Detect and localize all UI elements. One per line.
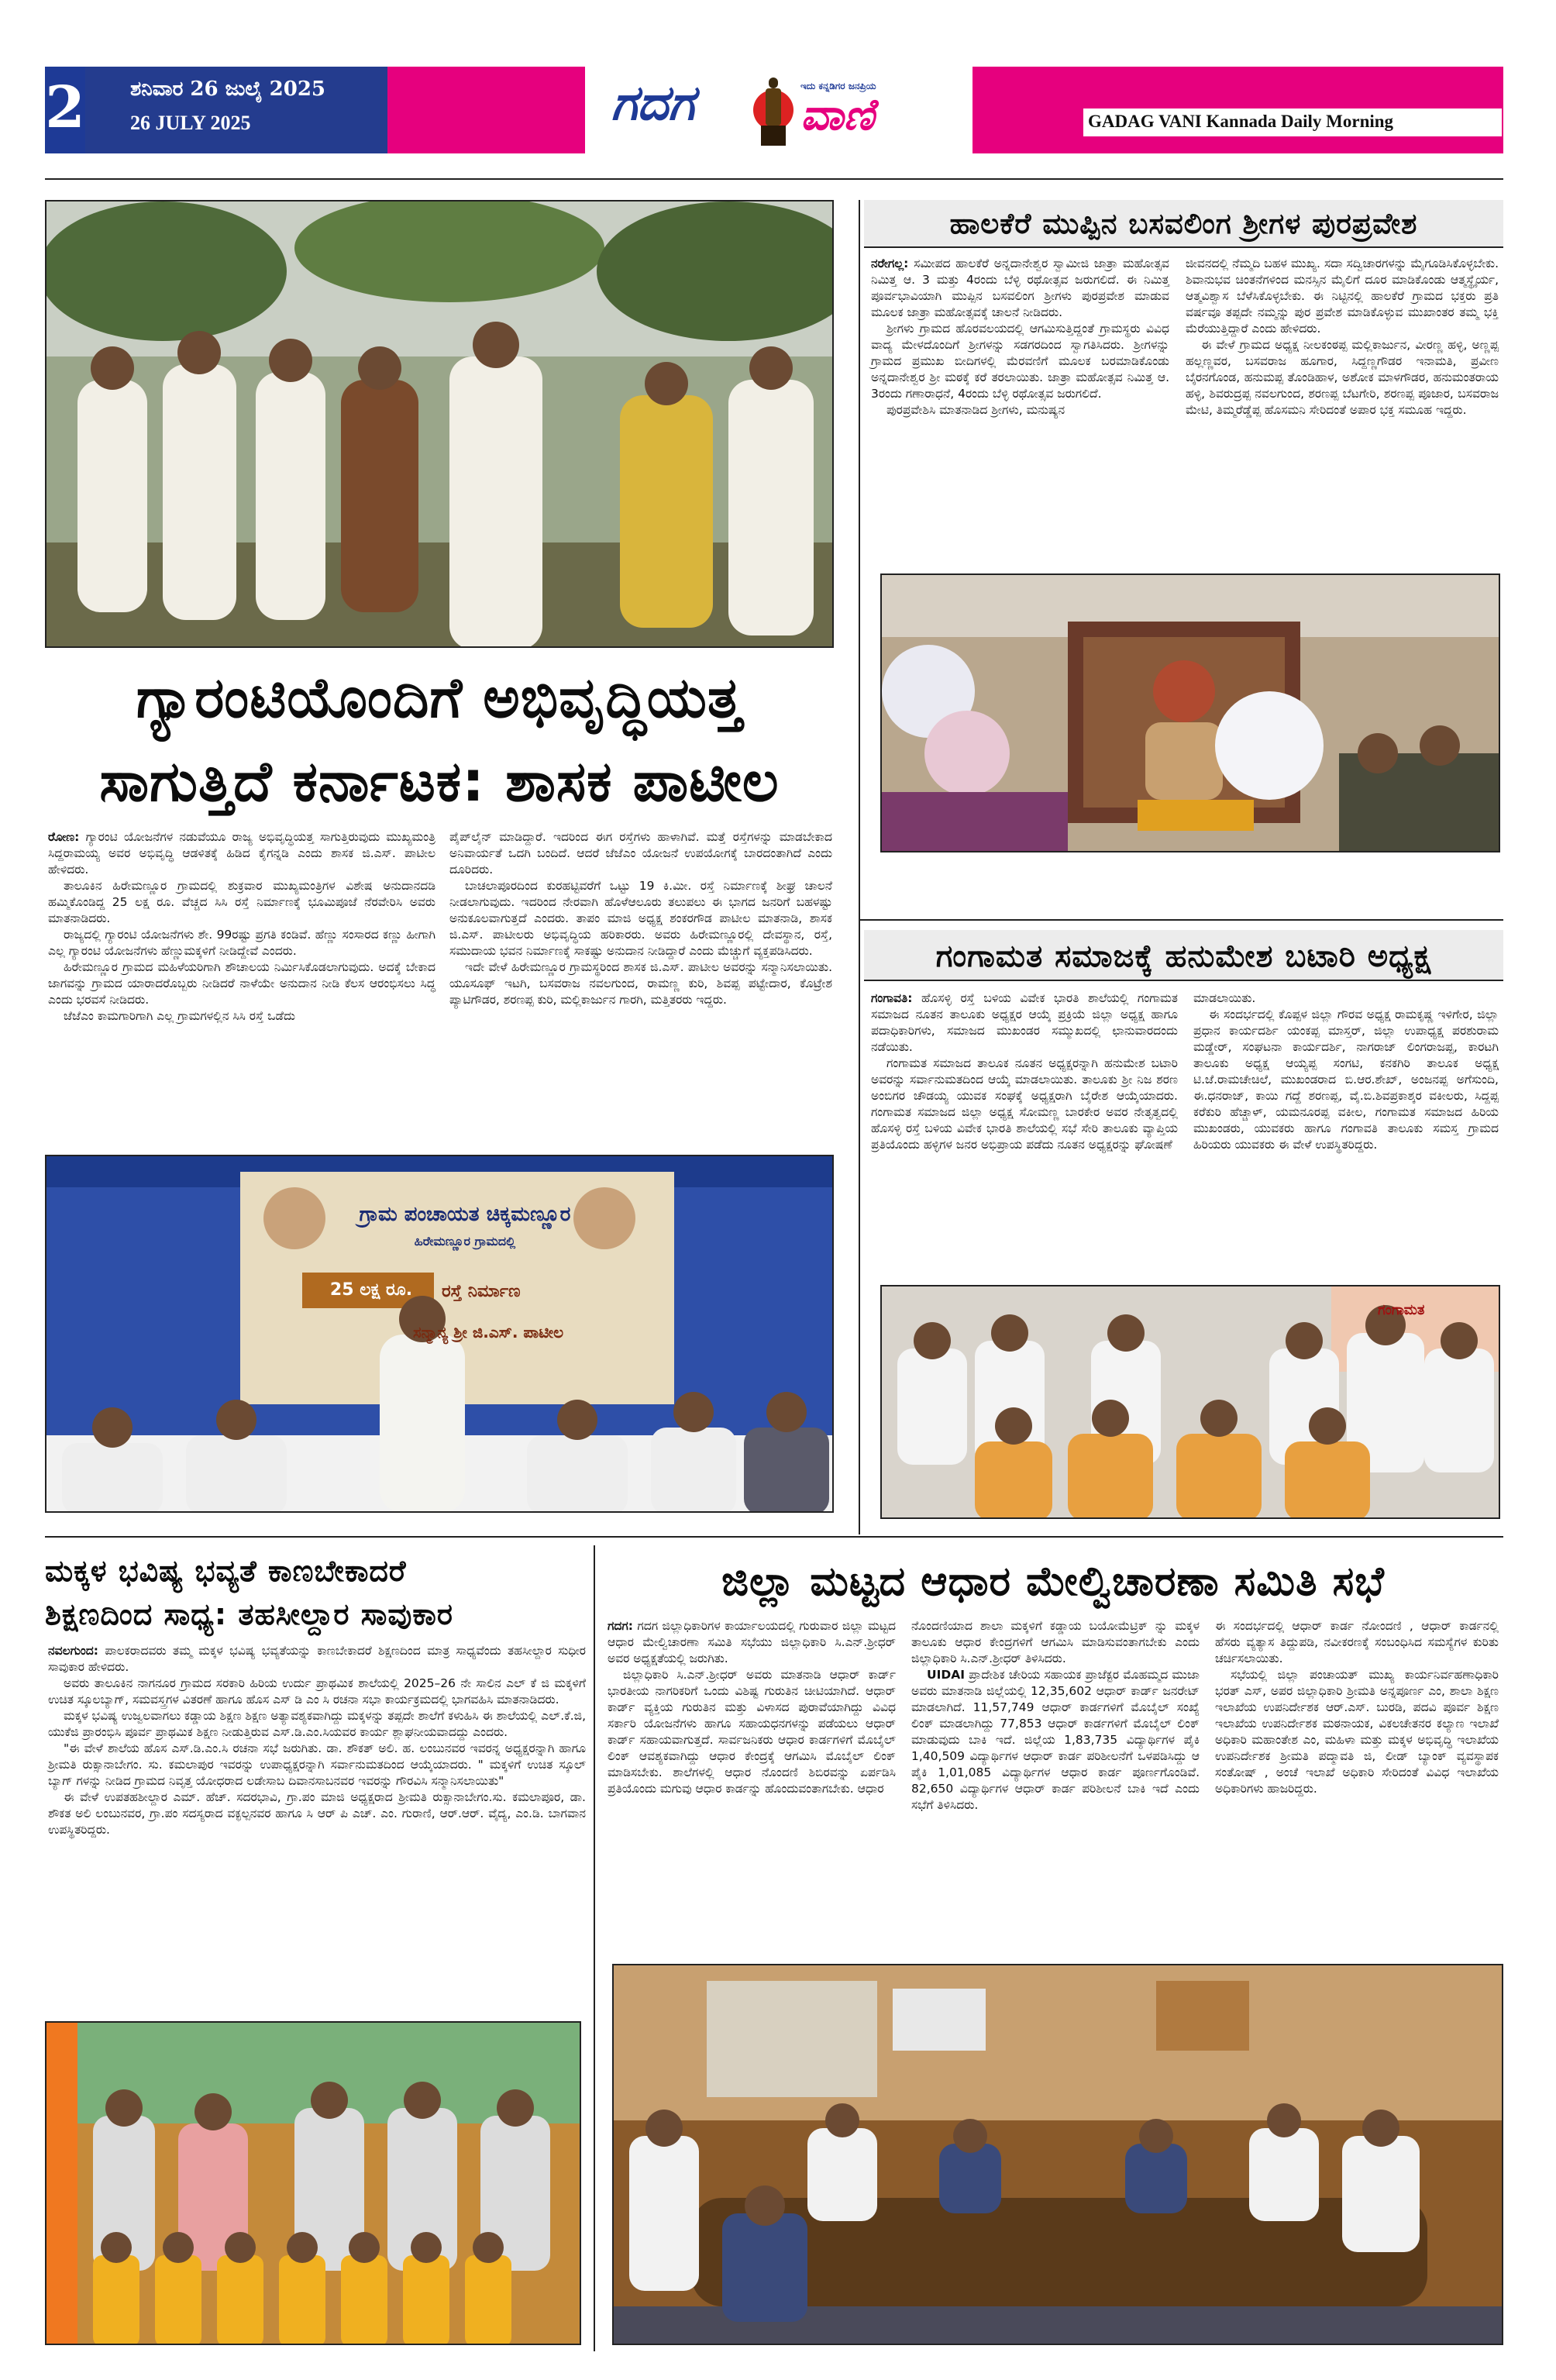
- guarantee-headline-line1: ಗ್ಯಾರಂಟಿಯೊಂದಿಗೆ ಅಭಿವೃದ್ಧಿಯತ್ತ: [136, 665, 743, 730]
- story-paragraph: [1215, 1667, 1499, 1797]
- aadhar-col3: [1215, 1618, 1499, 1797]
- paragraph-text: ಈ ವೇಳೆ ಉಪತಹಶೀಲ್ದಾರ ಎಮ್. ಹೆಚ್. ಸದರಭಾವಿ, ಗ್ರಾ.ಪಂ ಮಾಜಿ ಅಧ್ಯಕ್ಷರಾದ ಶ್ರೀಮತಿ ರುಕ್ಸಾನಾಬೇಗಂ.ಸು. ಕಮಲಾಪೂರ, ಡಾ. ಶೌಕತ ಅಲಿ ಲಂಬುನವರ, ಗ್ರಾ.ಪಂ ಸದಸ್ಯರಾದ ವಕ್ಫಲ್ಪನವರ ಹಾಗೂ ಸಿ ಆರ್ ಪಿ ಎಚ್. ಎಂ. ಗುರಾಣಿ, ಆರ್.ಆರ್. ವೈದ್ಯ, ಎಂ.ಡಿ. ಬಾಗವಾನ ಉಪಸ್ಥಿತರಿದ್ದರು.: [48, 1790, 586, 1837]
- masthead-rule: [45, 178, 1503, 180]
- photo-bhoomi-pooja: [45, 200, 834, 648]
- guarantee-col1: [48, 829, 435, 1025]
- dateline: ನರೇಗಲ್ಲ:: [871, 257, 909, 270]
- story-paragraph: [48, 927, 435, 959]
- banner-amount: 25 ಲಕ್ಷ ರೂ.: [329, 1280, 413, 1300]
- paragraph-text: ಗಂಗಾಮತ ಸಮಾಜದ ತಾಲೂಕ ನೂತನ ಅಧ್ಯಕ್ಷರನ್ನಾಗಿ ಹನುಮೇಶ ಬಟಾರಿ ಅವರನ್ನು ಸರ್ವಾನುಮತದಿಂದ ಆಯ್ಕೆ ಮಾಡಲಾಯಿತು. ತಾಲೂಕು ಶ್ರೀ ನಿಜ ಶರಣ ಅಂಬಿಗರ ಚೌಡಯ್ಯ ಯುವಕ ಸಂಘಕ್ಕೆ ಅಧ್ಯಕ್ಷರಾಗಿ ಬೈರೇಶ ಆಯ್ಕೆಯಾದರು. ಗಂಗಾಮತ ಸಮಾಜದ ಜಿಲ್ಲಾ ಅಧ್ಯಕ್ಷ ಸೋಮಣ್ಣ ಬಾರಕೇರ ಅವರ ನೇತೃತ್ವದಲ್ಲಿ ಹೊಸಳ್ಳಿ ರಸ್ತೆ ಬಳಿಯ ವಿವೇಕ ಭಾರತಿ ಶಾಲೆಯಲ್ಲಿ ಸಭೆ ಸೇರಿ ತಾಲೂಕು ವ್ಯಾಪ್ತಿಯ ಪ್ರತಿಯೊಂದು ಹಳ್ಳಿಗಳ ಜನರ ಅಭಿಪ್ರಾಯ ಪಡೆದು ನೂತನ ಅಧ್ಯಕ್ಷರನ್ನು ಘೋಷಣೆ: [871, 1056, 1178, 1152]
- logo-right-text: ವಾಣಿ: [800, 90, 875, 140]
- story-paragraph: [911, 1618, 1200, 1667]
- paragraph-text: ನೊಂದಣಿಯಾದ ಶಾಲಾ ಮಕ್ಕಳಿಗೆ ಕಡ್ಡಾಯ ಬಯೋಮೆಟ್ರಿಕ್ ನ್ನು ಮಕ್ಕಳ ತಾಲೂಕು ಆಧಾರ ಕೇಂದ್ರಗಳಿಗೆ ಆಗಮಿಸಿ ಮಾಡಿಸುವಂತಾಗಬೇಕು ಎಂದು ಜಿಲ್ಲಾಧಿಕಾರಿ ಸಿ.ಎನ್.ಶ್ರೀಧರ್ ತಿಳಿಸಿದರು.: [911, 1619, 1200, 1665]
- paragraph-text: ಈ ಸಂದರ್ಭದಲ್ಲಿ ಕೊಪ್ಪಳ ಜಿಲ್ಲಾ ಗೌರವ ಅಧ್ಯಕ್ಷ ರಾಮಕೃಷ್ಣ ಇಳಿಗೇರ, ಜಿಲ್ಲಾ ಪ್ರಧಾನ ಕಾರ್ಯದರ್ಶಿ ಯಂಕಪ್ಪ ಮಾಸ್ತರ್, ಜಿಲ್ಲಾ ಉಪಾಧ್ಯಕ್ಷ ಪರಶುರಾಮ ಮಡ್ಡೇರ್, ಸಂಘಟನಾ ಕಾರ್ಯದರ್ಶಿ, ನಾಗರಾಜ್ ಲಿಂಗರಾಜಪ್ಪ, ಕಾರಟಗಿ ತಾಲೂಕು ಅಧ್ಯಕ್ಷ ಆಯ್ಯಪ್ಪ ಸಂಗಟಿ, ಕನಕಗಿರಿ ತಾಲೂಕ ಅಧ್ಯಕ್ಷ ಟಿ.ಜೆ.ರಾಮಚೇಚಿಲೆ, ಮುಖಂಡರಾದ ಬಿ.ಆರ.ಶೇಖ್, ಅಂಜನಪ್ಪ ಅಗೆಸುಂದಿ, ಈ.ಧನರಾಜ್, ಕಾಯಿ ಗದ್ದೆ ಶರಣಪ್ಪ, ವೈ.ಬಿ.ಶಿವಪ್ರಕಾಶ್ಕರ ವಕೀಲರು, ಸಿದ್ದಪ್ಪ ಕರೆಕುರಿ ಹೆಚ್ಚಾಳ್, ಯಮನೂರಪ್ಪ ವಕೀಲ, ಗಂಗಾಮತ ಸಮಾಜದ ಹಿರಿಯ ಮುಖಂಡರು, ಯುವಕರು ಹಾಗೂ ಗಂಗಾವತಿ ತಾಲೂಕು ಸಮಸ್ತ ಗ್ರಾಮದ ಹಿರಿಯರು ಯುವಕರು ಈ ವೇಳೆ ಉಪಸ್ಥಿತರಿದ್ದರು.: [1193, 1007, 1499, 1152]
- gangamata-headline: ಗಂಗಾಮತ ಸಮಾಜಕ್ಕೆ ಹನುಮೇಶ ಬಟಾರಿ ಅಧ್ಯಕ್ಷ: [935, 939, 1432, 974]
- story-paragraph: [48, 1789, 586, 1838]
- logo-statue-icon: [752, 71, 795, 149]
- story-paragraph: [48, 829, 435, 878]
- column-rule-bottom: [594, 1545, 595, 2351]
- story-paragraph: [871, 990, 1178, 1056]
- paragraph-text: ಶ್ರೀಗಳು ಗ್ರಾಮದ ಹೊರವಲಯದಲ್ಲಿ ಆಗಮಿಸುತ್ತಿದ್ದಂತೆ ಗ್ರಾಮಸ್ಥರು ವಿವಿಧ ವಾದ್ಯ ಮೇಳದೊಂದಿಗೆ ಶ್ರೀಗಳನ್ನು ಸಡಗರದಿಂದ ಸ್ವಾಗತಿಸಿದರು. ಶ್ರೀಗಳನ್ನು ಗ್ರಾಮದ ಪ್ರಮುಖ ಬೀದಿಗಳಲ್ಲಿ ಮೆರವಣಿಗೆ ಮೂಲಕ ಬರಮಾಡಿಕೊಂಡು ಅನ್ನದಾನೇಶ್ವರ ಶ್ರೀ ಮಠಕ್ಕೆ ಕರೆ ತರಲಾಯಿತು. ಜಾತ್ರಾ ಮಹೋತ್ಸವ ನಿಮಿತ್ತ ಆ. 3ರಂದು ಗಣಾರಾಧನೆ, 4ರಂದು ಬೆಳ್ಳಿ ರಥೋತ್ಸವ ಜರುಗಲಿದೆ.: [871, 322, 1169, 401]
- story-paragraph: [48, 878, 435, 927]
- page-number: 2: [45, 74, 85, 141]
- story-paragraph: [1193, 1007, 1499, 1153]
- dateline: ನವಲಗುಂದ:: [48, 1644, 99, 1658]
- education-headline-line2: ಶಿಕ್ಷಣದಿಂದ ಸಾಧ್ಯ: ತಹಸೀಲ್ದಾರ ಸಾವುಕಾರ: [45, 1597, 453, 1631]
- photo-school-children: [45, 2021, 581, 2345]
- paragraph-text: ಅವರು ತಾಲೂಕಿನ ನಾಗನೂರ ಗ್ರಾಮದ ಸರಕಾರಿ ಹಿರಿಯ ಉರ್ದು ಪ್ರಾಥಮಿಕ ಶಾಲೆಯಲ್ಲಿ 2025–26 ನೇ ಸಾಲಿನ ಎಲ್ ಕೆ ಜಿ ಮಕ್ಕಳಿಗೆ ಉಚಿತ ಸ್ಕೂಲಬ್ಯಾಗ್, ಸಮವಸ್ತ್ರಗಳ ವಿತರಣೆ ಹಾಗೂ ಹೊಸ ಎಸ್ ಡಿ ಎಂ ಸಿ ರಚನಾ ಸಭಾ ಕಾರ್ಯಕ್ರಮದಲ್ಲಿ ಭಾಗವಹಿಸಿ ಮಾತನಾಡಿದರು.: [48, 1676, 586, 1707]
- date-kannada: ಶನಿವಾರ 26 ಜುಲೈ 2025: [130, 77, 326, 101]
- masthead: [45, 67, 1503, 153]
- photo-gangamata-felicitation: [880, 1285, 1500, 1519]
- story-paragraph: [1193, 990, 1499, 1007]
- paper-name: GADAG VANI Kannada Daily Morning: [1088, 112, 1394, 131]
- paragraph-text: ಹೊಸಳ್ಳಿ ರಸ್ತೆ ಬಳಿಯ ವಿವೇಕ ಭಾರತಿ ಶಾಲೆಯಲ್ಲಿ ಗಂಗಾಮತ ಸಮಾಜದ ನೂತನ ತಾಲೂಕು ಅಧ್ಯಕ್ಷರ ಆಯ್ಕೆ ಪ್ರಕ್ರಿಯೆ ಜಿಲ್ಲಾ ಅಧ್ಯಕ್ಷ ಹಾಗೂ ಪದಾಧಿಕಾರಿಗಳು, ಸಮಾಜದ ಮುಖಂಡರ ಸಮ್ಮುಖದಲ್ಲಿ ಛಾನುವಾರದಂದು ನಡೆಯಿತು.: [871, 991, 1178, 1054]
- dateline: UIDAI: [927, 1668, 965, 1682]
- halakere-col1: [871, 256, 1169, 418]
- dateline: ಗದಗ:: [608, 1619, 633, 1633]
- paragraph-text: ಸಭೆಯಲ್ಲಿ ಜಿಲ್ಲಾ ಪಂಚಾಯತ್ ಮುಖ್ಯ ಕಾರ್ಯನಿರ್ವಹಣಾಧಿಕಾರಿ ಭರತ್ ಎಸ್, ಅಪರ ಜಿಲ್ಲಾಧಿಕಾರಿ ಶ್ರೀಮತಿ ಅನ್ನಪೂರ್ಣ ಎಂ, ಶಾಲಾ ಶಿಕ್ಷಣ ಇಲಾಖೆಯ ಉಪನಿರ್ದೇಶಕ ಆರ್.ಎಸ್. ಬುರಡಿ, ಪದವಿ ಪೂರ್ವ ಶಿಕ್ಷಣ ಇಲಾಖೆಯ ಉಪನಿರ್ದೇಶಕ ಮಠನಾಯಕ, ವಿಕಲಚೇತನರ ಕಲ್ಯಾಣ ಇಲಾಖೆ ಅಧಿಕಾರಿ ಮಹಾಂತೇಶ ಎಂ, ಮಹಿಳಾ ಮತ್ತು ಮಕ್ಕಳ ಅಭಿವೃದ್ಧಿ ಇಲಾಖೆಯ ಉಪನಿರ್ದೇಶಕ ಶ್ರೀಮತಿ ಪದ್ಮಾವತಿ ಜಿ, ಲೀಡ್ ಬ್ಯಾಂಕ್ ವ್ಯವಸ್ಥಾಪಕ ಸಂತೋಷ್ , ಅಂಚೆ ಇಲಾಖೆ ಅಧಿಕಾರಿ ಸೇರಿದಂತೆ ವಿವಿಧ ಇಲಾಖೆಯ ಅಧಿಕಾರಿಗಳು ಹಾಜರಿದ್ದರು.: [1215, 1668, 1499, 1796]
- paragraph-text: ಜೆಜೆಎಂ ಕಾಮಗಾರಿಗಾಗಿ ಎಲ್ಲ ಗ್ರಾಮಗಳಲ್ಲಿನ ಸಿಸಿ ರಸ್ತೆ ಒಡೆದು: [64, 1009, 295, 1023]
- date-english: 26 JULY 2025: [130, 112, 251, 134]
- dateline: ರೋಣ:: [48, 830, 80, 844]
- photo-aadhar-meeting: [612, 1964, 1503, 2345]
- halakere-col2: [1186, 256, 1499, 418]
- story-paragraph: [449, 959, 832, 1008]
- guarantee-headline-line2: ಸಾಗುತ್ತಿದೆ ಕರ್ನಾಟಕ: ಶಾಸಕ ಪಾಟೀಲ: [99, 749, 780, 814]
- aadhar-col1: [608, 1618, 896, 1797]
- photo-swamiji-procession: [880, 573, 1500, 852]
- story-paragraph: [871, 321, 1169, 402]
- story-paragraph: [871, 1056, 1178, 1153]
- banner-name: ಸನ್ಮಾನ್ಯ ಶ್ರೀ ಜಿ.ಎಸ್. ಪಾಟೀಲ: [412, 1323, 564, 1342]
- story-paragraph: [449, 878, 832, 959]
- paragraph-text: ಪಾಲಕರಾದವರು ತಮ್ಮ ಮಕ್ಕಳ ಭವಿಷ್ಯ ಭವ್ಯತೆಯನ್ನು ಕಾಣಬೇಕಾದರೆ ಶಿಕ್ಷಣದಿಂದ ಮಾತ್ರ ಸಾಧ್ಯವೆಂದು ತಹಸೀಲ್ದಾರ ಸುಧೀರ ಸಾವುಕಾರ ಹೇಳಿದರು.: [48, 1644, 586, 1674]
- paragraph-text: ಬಾಚಲಾಪೂರದಿಂದ ಕುರಹಟ್ಟಿವರೆಗೆ ಒಟ್ಟು 19 ಕಿ.ಮೀ. ರಸ್ತೆ ನಿರ್ಮಾಣಕ್ಕೆ ಶೀಘ್ರ ಚಾಲನೆ ನೀಡಲಾಗುವುದು. ಇದರಿಂದ ನೇರವಾಗಿ ಹೊಳೆಆಲೂರು ತಲುಪಲು ಈ ಭಾಗದ ಜನರಿಗೆ ಬಹಳಷ್ಟು ಅನುಕೂಲವಾಗುತ್ತದೆ ಎಂದರು. ತಾಪಂ ಮಾಜಿ ಅಧ್ಯಕ್ಷ ಶಂಕರಗೌಡ ಪಾಟೀಲ ಮಾತನಾಡಿ, ಶಾಸಕ ಜಿ.ಎಸ್. ಪಾಟೀಲರು ಅಭಿವೃದ್ಧಿಯ ಹರಿಕಾರರು. ಅವರು ಹಿರೇಮಣ್ಣೂರಲ್ಲಿ ದೇವಸ್ಥಾನ, ರಸ್ತೆ, ಸಮುದಾಯ ಭವನ ನಿರ್ಮಾಣಕ್ಕೆ ಸಾಕಷ್ಟು ಅನುದಾನ ನೀಡಿದ್ದಾರೆ ಎಂದು ಮೆಚ್ಚುಗೆ ವ್ಯಕ್ತಪಡಿಸಿದರು.: [449, 879, 832, 958]
- paragraph-text: ಮಕ್ಕಳ ಭವಿಷ್ಯ ಉಜ್ವಲವಾಗಲು ಕಡ್ಡಾಯ ಶಿಕ್ಷಣ ಶಿಕ್ಷಣ ಅತ್ಯಾವಶ್ಯಕವಾಗಿದ್ದು ಮಕ್ಕಳನ್ನು ತಪ್ಪದೇ ಶಾಲೆಗೆ ಕಳುಹಿಸಿ ಈ ಶಾಲೆಯಲ್ಲಿ ಎಲ್.ಕೆ.ಜಿ, ಯುಕೆಜಿ ಪ್ರಾರಂಭಿಸಿ ಪೂರ್ವ ಪ್ರಾಥಮಿಕ ಶಿಕ್ಷಣ ನೀಡುತ್ತಿರುವ ಎಸ್.ಡಿ.ಎಂ.ಸಿಯವರ ಕಾರ್ಯ ಶ್ಲಾಘನೀಯವಾದದ್ದು ಎಂದರು.: [48, 1709, 586, 1739]
- paragraph-text: ಸಮೀಪದ ಹಾಲಕೆರೆ ಅನ್ನದಾನೇಶ್ವರ ಸ್ವಾಮೀಜಿ ಜಾತ್ರಾ ಮಹೋತ್ಸವ ನಿಮಿತ್ತ ಆ. 3 ಮತ್ತು 4ರಂದು ಬೆಳ್ಳಿ ರಥೋತ್ಸವ ಜರುಗಲಿದೆ. ಈ ನಿಮಿತ್ತ ಪೂರ್ವಭಾವಿಯಾಗಿ ಮುಪ್ಪಿನ ಬಸವಲಿಂಗ ಶ್ರೀಗಳು ಪುರಪ್ರವೇಶ ಮಾಡುವ ಮೂಲಕ ಜಾತ್ರಾ ಮಹೋತ್ಸವಕ್ಕೆ ಚಾಲನೆ ನೀಡಿದರು.: [871, 257, 1169, 319]
- gangamata-banner-text: ಗಂಗಾಮತ: [1378, 1302, 1425, 1318]
- page-divider: [45, 1536, 1503, 1538]
- paragraph-text: ಮಾಡಲಾಯಿತು.: [1193, 991, 1256, 1005]
- story-paragraph: [871, 402, 1169, 418]
- paragraph-text: ಈ ಸಂದರ್ಭದಲ್ಲಿ ಆಧಾರ್ ಕಾರ್ಡ ನೋಂದಣಿ , ಆಧಾರ್ ಕಾರ್ಡನಲ್ಲಿ ಹೆಸರು ವ್ಯತ್ಯಾಸ ತಿದ್ದುಪಡಿ, ನವೀಕರಣಕ್ಕೆ ಸಂಬಂಧಿಸಿದ ಸಮಸ್ಯೆಗಳ ಕುರಿತು ಚರ್ಚಿಸಲಾಯಿತು.: [1215, 1619, 1499, 1665]
- guarantee-col2: [449, 829, 832, 1008]
- logo: [585, 67, 972, 153]
- story-paragraph: [1186, 337, 1499, 418]
- photo-mla-speech: [45, 1155, 834, 1513]
- story-paragraph: [48, 959, 435, 1008]
- paragraph-text: ಜಿಲ್ಲಾಧಿಕಾರಿ ಸಿ.ಎನ್.ಶ್ರೀಧರ್ ಅವರು ಮಾತನಾಡಿ ಆಧಾರ್ ಕಾರ್ಡ್ ಭಾರತೀಯ ನಾಗರಿಕರಿಗೆ ಒಂದು ವಿಶಿಷ್ಟ ಗುರುತಿನ ಚೀಟಿಯಾಗಿದೆ. ಆಧಾರ್ ಕಾರ್ಡ್ ವ್ಯಕ್ತಿಯ ಗುರುತಿನ ಮತ್ತು ವಿಳಾಸದ ಪುರಾವೆಯಾಗಿದ್ದು ವಿವಿಧ ಸರ್ಕಾರಿ ಯೋಜನೆಗಳು ಹಾಗೂ ಸಹಾಯಧನಗಳನ್ನು ಪಡೆಯಲು ಆಧಾರ್ ಕಾರ್ಡ್ ಸಹಾಯವಾಗುತ್ತದೆ. ಸಾರ್ವಜನಿಕರು ಆಧಾರ ಕಾರ್ಡಗಳಿಗೆ ಮೊಬೈಲ್ ಲಿಂಕ್ ಆವಶ್ಯಕವಾಗಿದ್ದು ಆಧಾರ ಕೇಂದ್ರಕ್ಕೆ ಆಗಮಿಸಿ ಮೊಬೈಲ್ ಲಿಂಕ್ ಮಾಡಿಸಬೇಕು. ಶಾಲೆಗಳಲ್ಲಿ ಆಧಾರ ನೊಂದಣಿ ಶಿಬಿರವನ್ನು ಏರ್ಪಡಿಸಿ ಪ್ರತಿಯೊಂದು ಮಗುವು ಆಧಾರ ಕಾರ್ಡನ್ನು ಹೊಂದುವಂತಾಗಬೇಕು. ಆಧಾರ: [608, 1668, 896, 1796]
- logo-tagline: ಇದು ಕನ್ನಡಿಗರ ಜನಪ್ರಿಯ: [800, 81, 876, 91]
- story-paragraph: [48, 1008, 435, 1025]
- paragraph-text: ಪುರಪ್ರವೇಶಿಸಿ ಮಾತನಾಡಿದ ಶ್ರೀಗಳು, ಮನುಷ್ಯನ: [886, 403, 1065, 417]
- paragraph-text: ಗದಗ ಜಿಲ್ಲಾಧಿಕಾರಿಗಳ ಕಾರ್ಯಾಲಯದಲ್ಲಿ ಗುರುವಾರ ಜಿಲ್ಲಾ ಮಟ್ಟದ ಆಧಾರ ಮೇಲ್ವಿಚಾರಣಾ ಸಮಿತಿ ಸಭೆಯು ಜಿಲ್ಲಾಧಿಕಾರಿ ಸಿ.ಎನ್.ಶ್ರೀಧರ್ ಅವರ ಅಧ್ಯಕ್ಷತೆಯಲ್ಲಿ ಜರುಗಿತು.: [608, 1619, 896, 1665]
- paragraph-text: ಜೀವನದಲ್ಲಿ ನೆಮ್ಮದಿ ಬಹಳ ಮುಖ್ಯ. ಸದಾ ಸದ್ವಿಚಾರಗಳನ್ನು ಮೈಗೂಡಿಸಿಕೊಳ್ಳಬೇಕು. ಶಿವಾನುಭವ ಚಿಂತನೆಗಳಿಂದ ಮನಸ್ಸಿನ ಮೈಲಿಗೆ ದೂರ ಮಾಡಿಕೊಂಡು ಆತ್ಮಸ್ಥೈರ್ಯ, ಆತ್ಮವಿಶ್ವಾಸ ಬೆಳೆಸಿಕೊಳ್ಳಬೇಕು. ಈ ನಿಟ್ಟಿನಲ್ಲಿ ಹಾಲಕೆರೆ ಗ್ರಾಮದ ಭಕ್ತರು ಪ್ರತಿ ವರ್ಷವೂ ತಪ್ಪದೇ ನಮ್ಮನ್ನು ಪುರ ಪ್ರವೇಶ ಮಾಡಿಕೊಳ್ಳುವ ಮುಖಾಂತರ ತಮ್ಮ ಭಕ್ತಿ ಮೆರೆಯುತ್ತಿದ್ದಾರೆ ಎಂದು ಹೇಳಿದರು.: [1186, 257, 1499, 336]
- story-paragraph: [608, 1667, 896, 1797]
- gangamata-col2: [1193, 990, 1499, 1153]
- paragraph-text: ಇದೇ ವೇಳೆ ಹಿರೇಮಣ್ಣೂರ ಗ್ರಾಮಸ್ಥರಿಂದ ಶಾಸಕ ಜಿ.ಎಸ್. ಪಾಟೀಲ ಅವರನ್ನು ಸನ್ಮಾನಿಸಲಾಯಿತು. ಯೂಸೂಫ್ ಇಟಗಿ, ಬಸವರಾಜ ನವಲಗುಂದ, ರಾಮಣ್ಣ ಕುರಿ, ಶಿವಪ್ಪ ಪಟ್ಟೇದಾರ, ಕೊಟ್ರೇಶ ಪ್ಯಾಟಿಗೌಡರ, ಶರಣಪ್ಪ ಕುರಿ, ಮಲ್ಲಿಕಾರ್ಜುನ ಗಾರಗಿ, ಮತ್ತಿತರರು ಇದ್ದರು.: [449, 960, 832, 1007]
- paragraph-text: ಪೈಪ್‌ಲೈನ್ ಮಾಡಿದ್ದಾರೆ. ಇದರಿಂದ ಈಗ ರಸ್ತೆಗಳು ಹಾಳಾಗಿವೆ. ಮತ್ತೆ ರಸ್ತೆಗಳನ್ನು ಮಾಡಬೇಕಾದ ಅನಿವಾರ್ಯತೆ ಒದಗಿ ಬಂದಿದೆ. ಆದರೆ ಜೆಜೆಎಂ ಯೋಜನೆ ಉಪಯೋಗಕ್ಕೆ ಬಾರದಂತಾಗಿದೆ ಎಂದು ದೂರಿದರು.: [449, 830, 832, 877]
- story-paragraph: [48, 1708, 586, 1741]
- education-body: [48, 1643, 586, 1838]
- paragraph-text: ಪ್ರಾದೇಶಿಕ ಚೇರಿಯ ಸಹಾಯಕ ಪ್ರಾಜೆಕ್ಟರ ಮೊಹಮ್ಮದ ಮುಜಾ ಅವರು ಮಾತನಾಡಿ ಜಿಲ್ಲೆಯಲ್ಲಿ 12,35,602 ಆಧಾರ್ ಕಾರ್ಡ್ ಜನರೇಟ್ ಮಾಡಲಾಗಿದೆ. 11,57,749 ಆಧಾರ್ ಕಾರ್ಡಗಳಿಗೆ ಮೊಬೈಲ್ ಸಂಖ್ಯೆ ಲಿಂಕ್ ಮಾಡಲಾಗಿದ್ದು 77,853 ಆಧಾರ್ ಕಾರ್ಡಗಳಿಗೆ ಮೊಬೈಲ್ ಲಿಂಕ್ ಮಾಡುವುದು ಬಾಕಿ ಇದೆ. ಜಿಲ್ಲೆಯ 1,83,735 ವಿದ್ಯಾರ್ಥಿಗಳ ಪೈಕಿ 1,40,509 ವಿದ್ಯಾರ್ಥಿಗಳ ಆಧಾರ್ ಕಾರ್ಡ ಪರಿಶೀಲನೆಗೆ ಒಳಪಡಿಸಿದ್ದು ಆ ಪೈಕಿ 1,01,085 ವಿದ್ಯಾರ್ಥಿಗಳ ಆಧಾರ ಕಾರ್ಡ ಪೂರ್ಣಗೊಂಡಿವೆ. 82,650 ವಿದ್ಯಾರ್ಥಿಗಳ ಆಧಾರ್ ಕಾರ್ಡ ಪರಿಶೀಲನೆ ಬಾಕಿ ಇದೆ ಎಂದು ಸಭೆಗೆ ತಿಳಿಸಿದರು.: [911, 1668, 1200, 1812]
- section-rule-right: [860, 919, 1503, 921]
- aadhar-headline: ಜಿಲ್ಲಾ ಮಟ್ಟದ ಆಧಾರ ಮೇಲ್ವಿಚಾರಣಾ ಸಮಿತಿ ಸಭೆ: [721, 1559, 1385, 1605]
- paragraph-text: ಗ್ಯಾರಂಟಿ ಯೋಜನೆಗಳ ನಡುವೆಯೂ ರಾಜ್ಯ ಅಭಿವೃದ್ಧಿಯತ್ತ ಸಾಗುತ್ತಿರುವುದು ಮುಖ್ಯಮಂತ್ರಿ ಸಿದ್ದರಾಮಯ್ಯ ಅವರ ಅಭಿವೃದ್ಧಿ ಆಡಳಿತಕ್ಕೆ ಹಿಡಿದ ಕೈಗನ್ನಡಿ ಎಂದು ಶಾಸಕ ಜಿ.ಎಸ್. ಪಾಟೀಲ ಹೇಳಿದರು.: [48, 830, 435, 877]
- paragraph-text: ತಾಲೂಕಿನ ಹಿರೇಮಣ್ಣೂರ ಗ್ರಾಮದಲ್ಲಿ ಶುಕ್ರವಾರ ಮುಖ್ಯಮಂತ್ರಿಗಳ ವಿಶೇಷ ಅನುದಾನದಡಿ ಹಮ್ಮಿಕೊಂಡಿದ್ದ 25 ಲಕ್ಷ ರೂ. ವೆಚ್ಚದ ಸಿಸಿ ರಸ್ತೆ ನಿರ್ಮಾಣಕ್ಕೆ ಭೂಮಿಪೂಜೆ ನೆರವೇರಿಸಿ ಅವರು ಮಾತನಾಡಿದರು.: [48, 879, 435, 925]
- dateline: ಗಂಗಾವತಿ:: [871, 991, 913, 1005]
- story-paragraph: [608, 1618, 896, 1667]
- story-paragraph: [48, 1643, 586, 1676]
- pink-bar-left: [387, 67, 585, 153]
- story-paragraph: [1215, 1618, 1499, 1667]
- banner-work: ರಸ್ತೆ ನಿರ್ಮಾಣ: [442, 1282, 521, 1301]
- story-paragraph: [871, 256, 1169, 321]
- logo-left-text: ಗದಗ: [611, 74, 695, 131]
- education-headline-line1: ಮಕ್ಕಳ ಭವಿಷ್ಯ ಭವ್ಯತೆ ಕಾಣಬೇಕಾದರೆ: [45, 1554, 407, 1588]
- gangamata-col1: [871, 990, 1178, 1153]
- banner-line2: ಹಿರೇಮಣ್ಣೂರ ಗ್ರಾಮದಲ್ಲಿ: [414, 1234, 516, 1249]
- paragraph-text: "ಈ ವೇಳೆ ಶಾಲೆಯ ಹೊಸ ಎಸ್.ಡಿ.ಎಂ.ಸಿ ರಚನಾ ಸಭೆ ಜರುಗಿತು. ಡಾ. ಶೌಕತ್ ಅಲಿ. ಹ. ಲಂಬುನವರ ಇವರನ್ನ ಅಧ್ಯಕ್ಷರನ್ನಾಗಿ ಹಾಗೂ ಶ್ರೀಮತಿ ರುಕ್ಸಾನಾಬೇಗಂ. ಸು. ಕಮಲಾಪುರ ಇವರನ್ನು ಉಪಾಧ್ಯಕ್ಷರನ್ನಾಗಿ ಸರ್ವಾನುಮತದಿಂದ ಆಯ್ಕೆಯಾದರು. " ಮಕ್ಕಳಿಗೆ ಉಚಿತ ಸ್ಕೂಲ್ ಬ್ಯಾಗ್ ಗಳನ್ನು ನೀಡಿದ ಗ್ರಾಮದ ನಿವೃತ್ತ ಯೋಧರಾದ ಲಡೇಸಾಬ ದಿವಾನಸಾಬನವರ ಇವರನ್ನು ಗೌರವಿಸಿ ಸನ್ಮಾನಿಸಲಾಯಿತು": [48, 1741, 586, 1788]
- story-paragraph: [48, 1676, 586, 1708]
- story-paragraph: [1186, 256, 1499, 337]
- story-paragraph: [449, 829, 832, 878]
- banner-line1: ಗ್ರಾಮ ಪಂಚಾಯತ ಚಿಕ್ಕಮಣ್ಣೂರ: [359, 1203, 571, 1226]
- column-rule-top: [859, 200, 860, 1534]
- aadhar-col2: [911, 1618, 1200, 1813]
- story-paragraph: [911, 1667, 1200, 1813]
- paragraph-text: ಈ ವೇಳೆ ಗ್ರಾಮದ ಅಧ್ಯಕ್ಷ ನೀಲಕಂಠಪ್ಪ ಮಲ್ಲಿಕಾರ್ಜುನ, ವೀರಣ್ಣ ಹಳ್ಳಿ, ಅಣ್ಣಪ್ಪ ಹಲ್ಲಣ್ಣವರ, ಬಸವರಾಜ ಹೂಗಾರ, ಸಿದ್ದಣ್ಣಗೌಡರ ಇನಾಮತಿ, ಪ್ರವೀಣ ಬೈರನಗೊಂಡ, ಹನುಮಪ್ಪ ತೊಂಡಿಹಾಳ, ಅಶೋಕ ಮಾಳಗೌಡರ, ಹನುಮಂತರಾಯ ಹಳ್ಳಿ, ಶಿವರುದ್ರಪ್ಪ ನವಲಗುಂದ, ಶರಣಪ್ಪ ಬೆಟಗೇರಿ, ಶರಣಪ್ಪ ಪೂಜಾರ, ಬಸವರಾಜ ಮೇಟಿ, ತಿಮ್ಮರೆಡ್ಡೆಪ್ಪ ಹೊಸಮನಿ ಸೇರಿದಂತೆ ಅಪಾರ ಭಕ್ತ ಸಮೂಹ ಇದ್ದರು.: [1186, 338, 1499, 417]
- story-paragraph: [48, 1741, 586, 1789]
- paragraph-text: ರಾಜ್ಯದಲ್ಲಿ ಗ್ಯಾರಂಟಿ ಯೋಜನೆಗಳು ಶೇ. 99ರಷ್ಟು ಪ್ರಗತಿ ಕಂಡಿವೆ. ಹೆಣ್ಣು ಸಂಸಾರದ ಕಣ್ಣು ಹೀಗಾಗಿ ಎಲ್ಲ ಗ್ಯಾರಂಟಿ ಯೋಜನೆಗಳು ಹೆಣ್ಣುಮಕ್ಕಳಿಗೆ ನೀಡಿದ್ದೇವೆ ಎಂದರು.: [48, 928, 435, 958]
- paragraph-text: ಹಿರೇಮಣ್ಣೂರ ಗ್ರಾಮದ ಮಹಿಳೆಯರಿಗಾಗಿ ಶೌಚಾಲಯ ನಿರ್ಮಿಸಿಕೊಡಲಾಗುವುದು. ಅದಕ್ಕೆ ಬೇಕಾದ ಜಾಗವನ್ನು ಗ್ರಾಮದ ಯಾರಾದರೊಬ್ಬರು ನೀಡಿದರೆ ನಾಳೆಯೇ ಅನುದಾನ ನೀಡಿ ಕೆಲಸ ಆರಂಭಿಸಲು ಸಿದ್ಧ ಎಂದು ಭರವಸೆ ನೀಡಿದರು.: [48, 960, 435, 1007]
- halakere-headline: ಹಾಲಕೆರೆ ಮುಪ್ಪಿನ ಬಸವಲಿಂಗ ಶ್ರೀಗಳ ಪುರಪ್ರವೇಶ: [949, 207, 1418, 240]
